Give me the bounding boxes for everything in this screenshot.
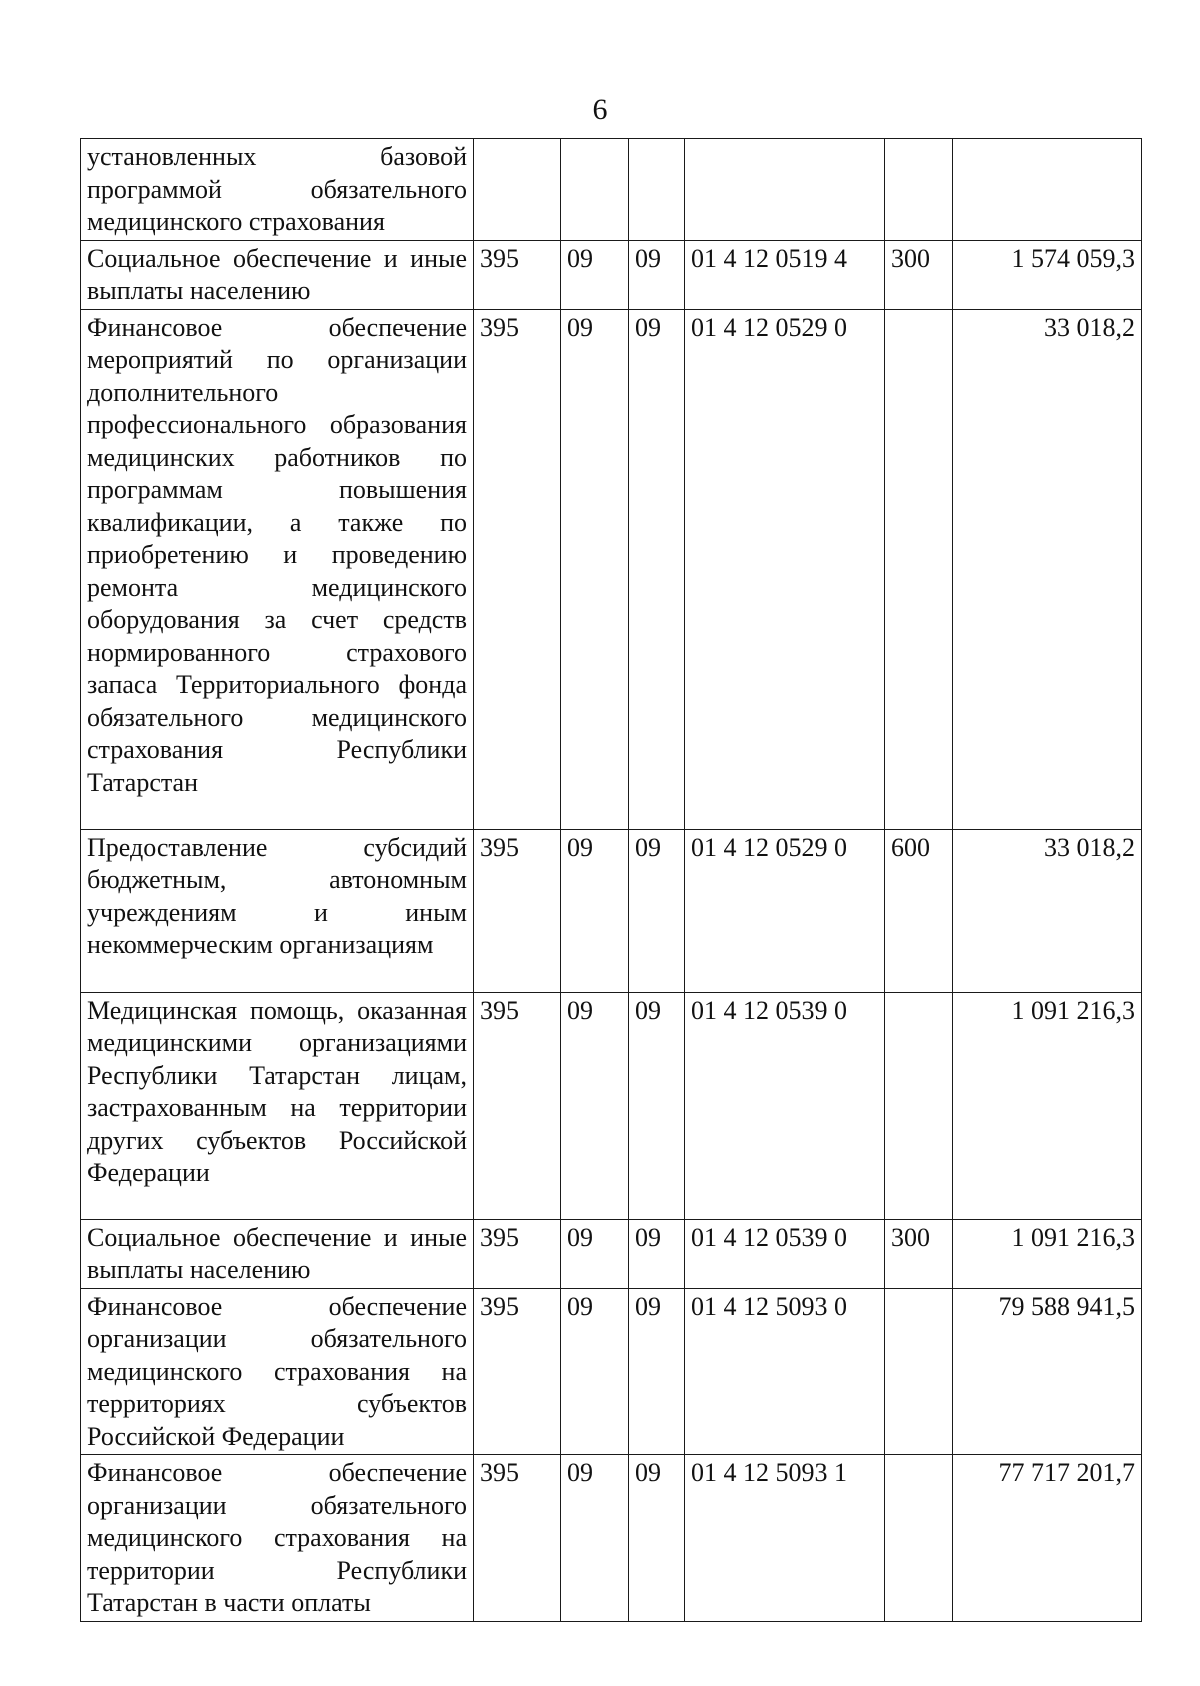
amount: 33 018,2 [953, 829, 1142, 992]
subsection-code: 09 [629, 309, 685, 829]
subsection-code: 09 [629, 1455, 685, 1622]
target-article-code: 01 4 12 0529 0 [685, 309, 885, 829]
row-name: установленных базовой программой обязательного медицинского страхования [81, 139, 474, 241]
row-name: Социальное обеспечение и иные выплаты населению [81, 1219, 474, 1288]
admin-code: 395 [474, 992, 561, 1219]
row-name: Финансовое обеспечение организации обязательного медицинского страхования на территориях субъектов Российской Федерации [81, 1288, 474, 1455]
budget-table [80, 138, 1142, 1622]
section-code: 09 [561, 309, 629, 829]
row-name: Финансовое обеспечение мероприятий по организации дополнительного профессионального образования медицинских работников по программам повышения квалификации, а также по приобретению и проведению ремонта медицинского оборудования за счет средств нормированного страхового запаса Территориального фонда обязательного медицинского страхования Республики Татарстан [81, 309, 474, 829]
target-article-code: 01 4 12 0539 0 [685, 1219, 885, 1288]
admin-code: 395 [474, 309, 561, 829]
target-article-code: 01 4 12 0539 0 [685, 992, 885, 1219]
section-code: 09 [561, 1219, 629, 1288]
expense-type-code [885, 139, 953, 241]
section-code [561, 139, 629, 241]
section-code: 09 [561, 992, 629, 1219]
expense-type-code: 300 [885, 1219, 953, 1288]
subsection-code: 09 [629, 240, 685, 309]
expense-type-code: 600 [885, 829, 953, 992]
admin-code [474, 139, 561, 241]
subsection-code: 09 [629, 992, 685, 1219]
amount: 1 574 059,3 [953, 240, 1142, 309]
table-row [81, 992, 1142, 1219]
admin-code: 395 [474, 829, 561, 992]
subsection-code [629, 139, 685, 241]
table-row [81, 309, 1142, 829]
amount: 79 588 941,5 [953, 1288, 1142, 1455]
admin-code: 395 [474, 1288, 561, 1455]
table-row [81, 139, 1142, 241]
amount [953, 139, 1142, 241]
subsection-code: 09 [629, 1219, 685, 1288]
table-row [81, 1288, 1142, 1455]
table-row [81, 1455, 1142, 1622]
target-article-code: 01 4 12 5093 0 [685, 1288, 885, 1455]
amount: 1 091 216,3 [953, 1219, 1142, 1288]
row-name: Предоставление субсидий бюджетным, автономным учреждениям и иным некоммерческим организациям [81, 829, 474, 992]
table-row [81, 1219, 1142, 1288]
section-code: 09 [561, 240, 629, 309]
table-row [81, 240, 1142, 309]
subsection-code: 09 [629, 829, 685, 992]
section-code: 09 [561, 1455, 629, 1622]
row-name: Социальное обеспечение и иные выплаты населению [81, 240, 474, 309]
page-number: 6 [592, 93, 608, 126]
target-article-code [685, 139, 885, 241]
expense-type-code [885, 1455, 953, 1622]
section-code: 09 [561, 1288, 629, 1455]
expense-type-code: 300 [885, 240, 953, 309]
row-name: Медицинская помощь, оказанная медицинскими организациями Республики Татарстан лицам, застрахованным на территории других субъектов Российской Федерации [81, 992, 474, 1219]
admin-code: 395 [474, 1219, 561, 1288]
target-article-code: 01 4 12 0529 0 [685, 829, 885, 992]
expense-type-code [885, 309, 953, 829]
amount: 1 091 216,3 [953, 992, 1142, 1219]
target-article-code: 01 4 12 0519 4 [685, 240, 885, 309]
expense-type-code [885, 992, 953, 1219]
subsection-code: 09 [629, 1288, 685, 1455]
expense-type-code [885, 1288, 953, 1455]
amount: 33 018,2 [953, 309, 1142, 829]
target-article-code: 01 4 12 5093 1 [685, 1455, 885, 1622]
section-code: 09 [561, 829, 629, 992]
row-name: Финансовое обеспечение организации обязательного медицинского страхования на территории Республики Татарстан в части оплаты [81, 1455, 474, 1622]
admin-code: 395 [474, 1455, 561, 1622]
table-row [81, 829, 1142, 992]
admin-code: 395 [474, 240, 561, 309]
amount: 77 717 201,7 [953, 1455, 1142, 1622]
